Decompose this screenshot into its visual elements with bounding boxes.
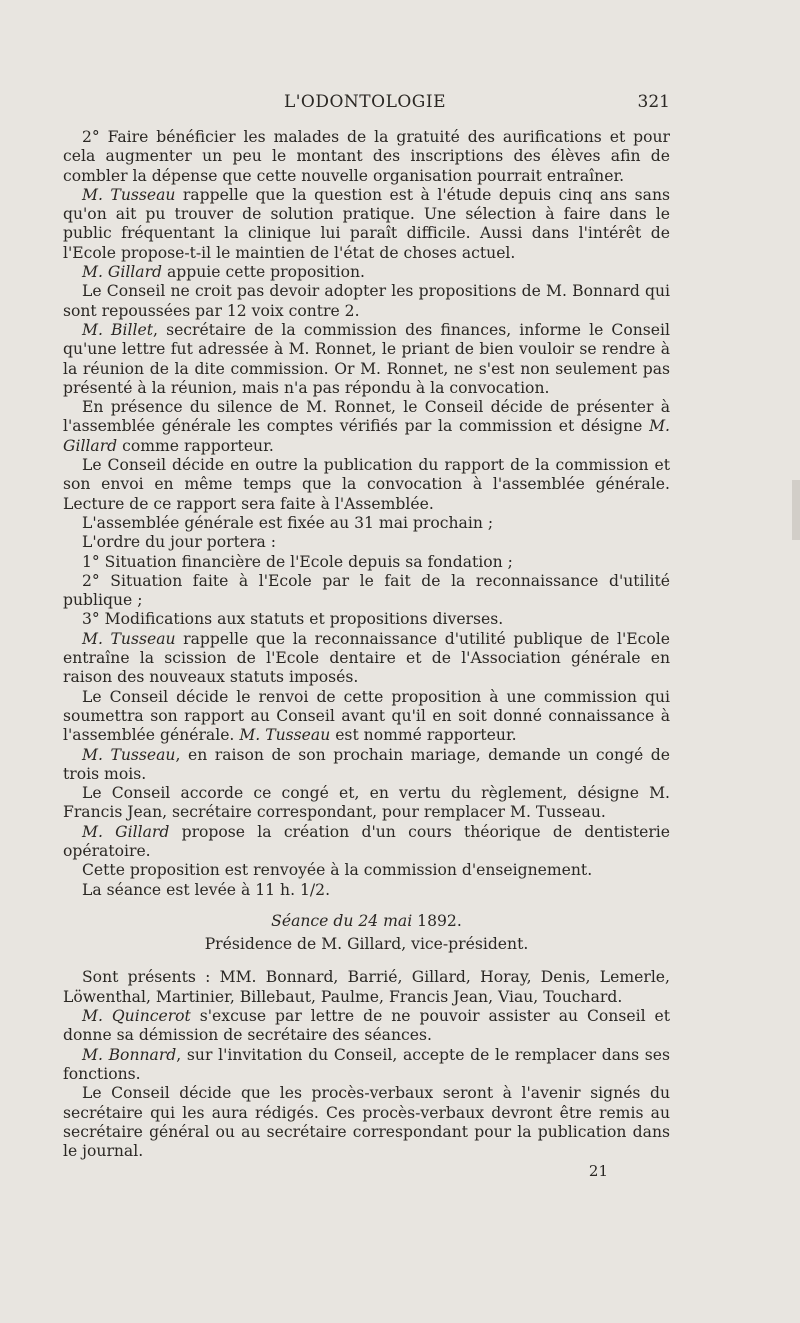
paragraph: Cette proposition est renvoyée à la commission d'enseignement.: [82, 861, 593, 880]
speaker-name: M. Tusseau: [82, 745, 176, 764]
sitting-year: 1892.: [412, 911, 462, 930]
scan-edge-mark: [792, 480, 800, 540]
paragraph: M. Tusseau, en raison de son prochain mariage, demande un congé de trois mois.: [63, 745, 671, 783]
paragraph: Le Conseil ne croit pas devoir adopter les propositions de M. Bonnard qui sont repoussées par 12 voix contre 2.: [63, 282, 670, 320]
minutes-text: [63, 128, 670, 1161]
paragraph: Le Conseil décide en outre la publication du rapport de la commission et son envoi en même temps que la convocation à l'assemblée générale. Lecture de ce rapport sera faite à l'Assemblée.: [63, 456, 670, 513]
paragraph: M. Bonnard, sur l'invitation du Conseil, accepte de le remplacer dans ses fonctions.: [63, 1045, 670, 1083]
speaker-name: M. Gillard: [63, 417, 670, 455]
paragraph: L'ordre du jour portera :: [82, 533, 277, 552]
paragraph: M. Gillard propose la création d'un cours théorique de dentisterie opératoire.: [63, 822, 670, 860]
paragraph: Sont présents : MM. Bonnard, Barrié, Gillard, Horay, Denis, Lemerle, Löwenthal, Martinier, Billebaut, Paulme, Francis Jean, Viau, Touchard.: [63, 968, 670, 1006]
speaker-name: M. Gillard: [82, 263, 163, 282]
paragraph: Le Conseil décide le renvoi de cette proposition à une commission qui soumettra son rapport au Conseil avant qu'il en soit donné connaissance à l'assemblée générale. M. Tusseau est nommé rapporteur.: [63, 687, 670, 745]
paragraph: M. Tusseau rappelle que la reconnaissance d'utilité publique de l'Ecole entraîne la scission de l'Ecole dentaire et de l'Association générale en raison des nouveaux statuts imposés.: [63, 629, 670, 687]
paragraph: M. Tusseau rappelle que la question est à l'étude depuis cinq ans sans qu'on ait pu trouver de solution pratique. Une sélection à faire dans le public fréquentant la clinique lui paraît difficile. Aussi dans l'intérêt de l'Ecole propose-t-il le maintien de l'état de choses actuel.: [63, 185, 670, 262]
paragraph: 2° Faire bénéficier les malades de la gratuité des aurifications et pour cela augmenter un peu le montant des inscriptions des élèves afin de combler la dépense que cette nouvelle organisation pourrait entraîner.: [63, 128, 670, 185]
agenda-item: 1° Situation financière de l'Ecole depuis sa fondation ;: [82, 552, 513, 571]
speaker-name: M. Tusseau: [82, 185, 176, 204]
speaker-name: M. Quincerot: [82, 1007, 191, 1026]
paragraph: En présence du silence de M. Ronnet, le Conseil décide de présenter à l'assemblée générale les comptes vérifiés par la commission et désigne M. Gillard comme rapporteur.: [63, 398, 670, 455]
paragraph: Le Conseil accorde ce congé et, en vertu du règlement, désigne M. Francis Jean, secrétaire correspondant, pour remplacer M. Tusseau.: [63, 784, 670, 822]
paragraph: M. Quincerot s'excuse par lettre de ne pouvoir assister au Conseil et donne sa démission de secrétaire des séances.: [63, 1007, 670, 1045]
agenda-item: 2° Situation faite à l'Ecole par le fait de la reconnaissance d'utilité publique ;: [63, 571, 670, 610]
speaker-name: M. Tusseau: [239, 726, 331, 745]
presidency-line: Présidence de M. Gillard, vice-président.: [204, 935, 529, 954]
agenda-item: 3° Modifications aux statuts et propositions diverses.: [82, 610, 504, 629]
signature-mark: 21: [588, 1162, 608, 1180]
speaker-name: M. Gillard: [82, 822, 170, 841]
paragraph: M. Billet, secrétaire de la commission des finances, informe le Conseil qu'une lettre fut adressée à M. Ronnet, le priant de bien vouloir se rendre à la réunion de la dite commission. Or M. Ronnet, ne s'est non seulement pas présenté à la réunion, mais n'a pas répondu à la convocation.: [63, 320, 670, 397]
paragraph: M. Gillard appuie cette proposition.: [82, 263, 365, 282]
running-header: [60, 92, 670, 116]
sitting-heading: [63, 912, 670, 931]
journal-title: L'ODONTOLOGIE: [283, 92, 447, 112]
paragraph: La séance est levée à 11 h. 1/2.: [82, 880, 331, 899]
sitting-date: Séance du 24 mai: [271, 911, 413, 930]
paragraph: L'assemblée générale est fixée au 31 mai prochain ;: [82, 513, 494, 532]
speaker-name: M. Bonnard: [82, 1045, 177, 1064]
paragraph: Le Conseil décide que les procès-verbaux seront à l'avenir signés du secrétaire qui les aura rédigés. Ces procès-verbaux devront être remis au secrétaire général ou au secrétaire correspondant pour la publication dans le journal.: [63, 1084, 670, 1161]
page-number: 321: [637, 92, 670, 112]
speaker-name: M. Tusseau: [82, 629, 176, 648]
speaker-name: M. Billet: [82, 320, 153, 339]
